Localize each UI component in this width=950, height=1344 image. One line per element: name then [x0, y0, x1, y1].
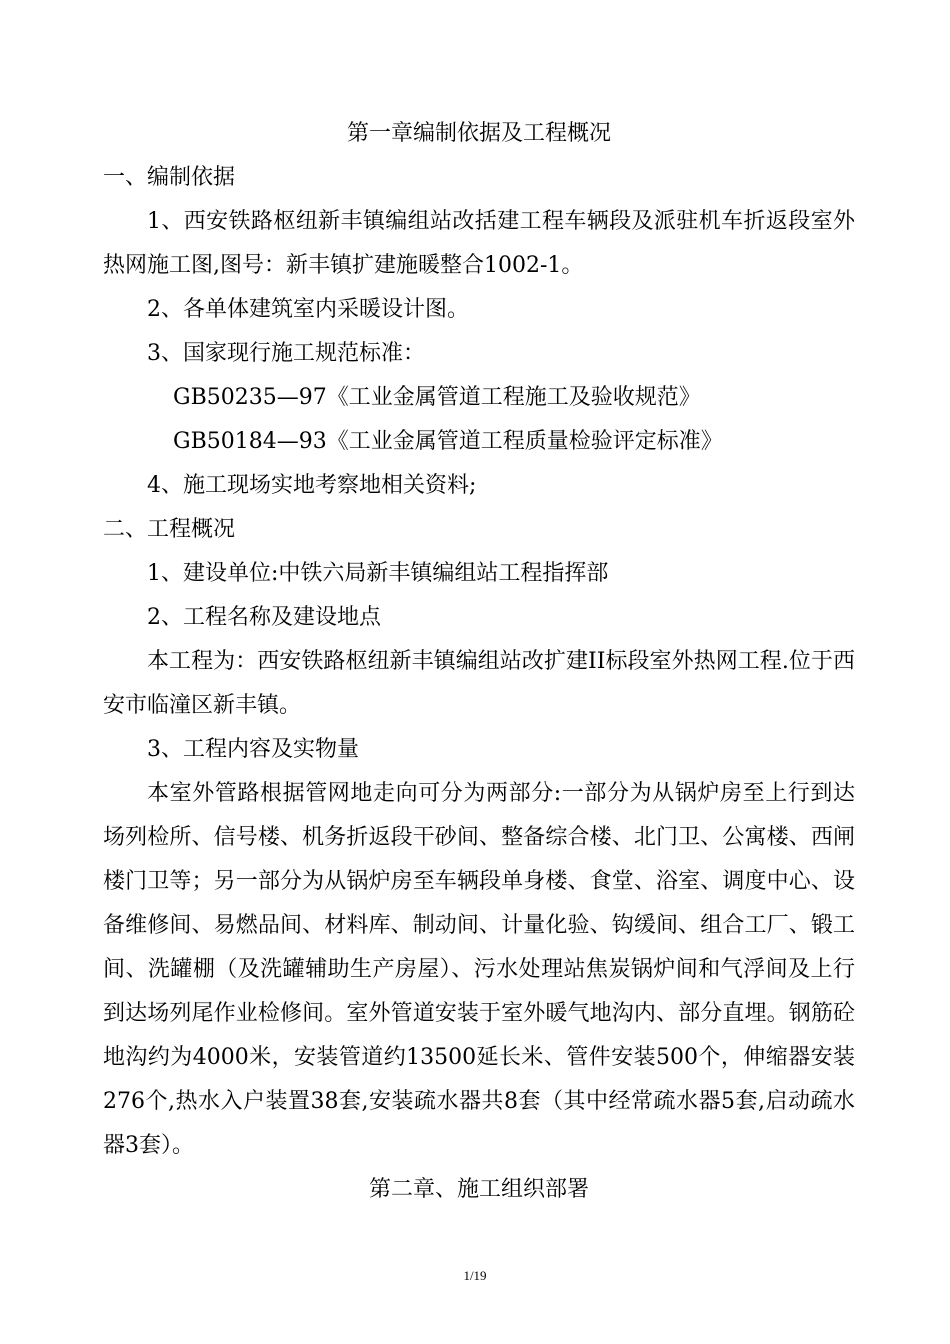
- chapter1-title: 第一章编制依据及工程概况: [346, 121, 611, 146]
- section2-heading: 二、工程概况: [103, 517, 236, 542]
- document-page: [103, 112, 855, 1212]
- overview-item-3-text: 本室外管路根据管网地走向可分为两部分:一部分为从锅炉房至上行到达场列检所、信号楼、机务折返段干砂间、整备综合楼、北门卫、公寓楼、西闸楼门卫等；另一部分为从锅炉房至车辆段单身楼、食堂、浴室、调度中心、设备维修间、易燃品间、材料库、制动间、计量化验、钩缓间、组合工厂、锻工间、洗罐棚（及洗罐辅助生产房屋）、污水处理站焦炭锅炉间和气浮间及上行到达场列尾作业检修间。室外管道安装于室外暖气地沟内、部分直埋。钢筋砼地沟约为4000米，安装管道约13500延长米、管件安装500个，伸缩器安装276个,热水入户装置38套,安装疏水器共8套（其中经常疏水器5套,启动疏水器3套）。: [103, 781, 855, 1158]
- basis-item-2: 2、各单体建筑室内采暖设计图。: [147, 297, 469, 322]
- chapter2-title: 第二章、施工组织部署: [368, 1177, 589, 1202]
- overview-item-2: 2、工程名称及建设地点: [147, 605, 381, 630]
- section1-heading: 一、编制依据: [103, 165, 236, 190]
- page-number: 1/19: [463, 1268, 487, 1283]
- overview-item-3: 3、工程内容及实物量: [147, 737, 359, 762]
- overview-item-2-text: 本工程为：西安铁路枢纽新丰镇编组站改扩建II标段室外热网工程.位于西安市临潼区新丰镇。: [103, 649, 855, 718]
- basis-item-4: 4、施工现场实地考察地相关资料;: [147, 473, 477, 498]
- basis-item-1: 1、西安铁路枢纽新丰镇编组站改括建工程车辆段及派驻机车折返段室外热网施工图,图号：新丰镇扩建施暖整合1002-1。: [103, 209, 855, 278]
- standard-1: GB50235—97《工业金属管道工程施工及验收规范》: [173, 385, 701, 410]
- overview-item-1: 1、建设单位:中铁六局新丰镇编组站工程指挥部: [147, 561, 609, 586]
- standard-2: GB50184—93《工业金属管道工程质量检验评定标准》: [173, 429, 723, 454]
- basis-item-3: 3、国家现行施工规范标准：: [147, 341, 425, 366]
